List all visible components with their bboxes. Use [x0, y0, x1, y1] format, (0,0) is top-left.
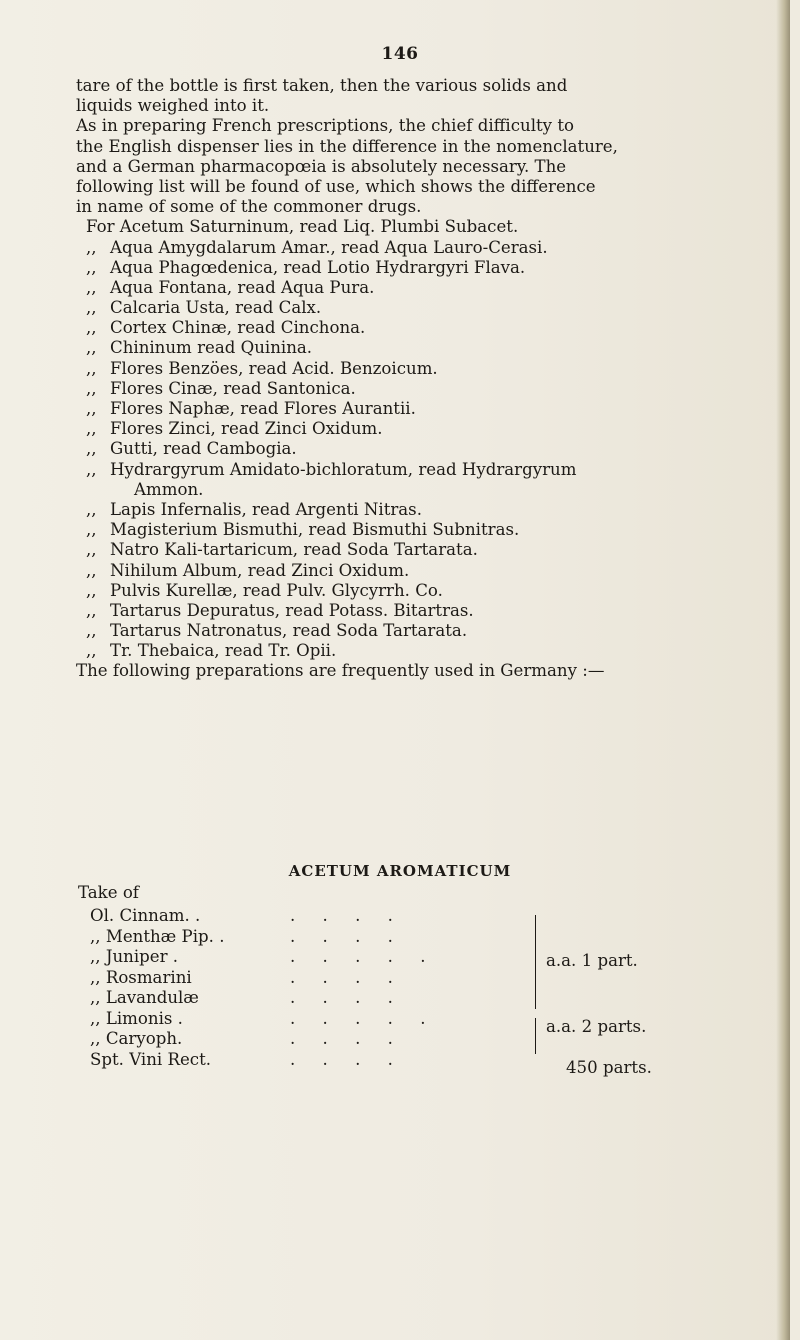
ditto-mark: ,, — [86, 419, 97, 439]
body-text — [76, 76, 756, 682]
ingredient-name: ,, Rosmarini — [90, 967, 192, 987]
ditto-mark: ,, — [86, 439, 97, 459]
drug-list — [76, 238, 756, 480]
list-item-text: Gutti, read Cambogia. — [110, 439, 297, 459]
paragraph-line: As in preparing French prescriptions, the chief difficulty to — [76, 116, 574, 136]
quantity-group-2: a.a. 2 parts. — [546, 1017, 647, 1036]
list-item — [76, 258, 756, 278]
recipe-row — [90, 1009, 520, 1030]
ingredient-name: ,, Juniper . — [90, 947, 179, 966]
ditto-mark: ,, — [86, 298, 97, 318]
recipe-row — [90, 906, 520, 927]
list-item-text: Magisterium Bismuthi, read Bismuthi Subnitras. — [110, 520, 520, 540]
ditto-mark: ,, — [86, 540, 97, 560]
list-item-text: Calcaria Usta, read Calx. — [110, 298, 322, 318]
list-item-text: Tartarus Depuratus, read Potass. Bitartras. — [110, 600, 474, 620]
ingredient-name: Spt. Vini Rect. — [90, 1049, 212, 1069]
list-item — [76, 439, 756, 459]
leader-dots: . . . . — [290, 967, 393, 987]
page-edge-shadow — [776, 0, 790, 1340]
paragraph-line: the English dispenser lies in the difference in the nomenclature, — [76, 136, 618, 156]
leader-dots: . . . . . — [290, 1008, 426, 1028]
ingredient-name: ,, Lavandulæ — [90, 988, 199, 1007]
recipe-ingredients — [90, 906, 520, 1070]
list-item-text: Aqua Amygdalarum Amar., read Aqua Lauro-Cerasi. — [110, 237, 548, 257]
recipe-row — [90, 968, 520, 989]
leader-dots: . . . . — [290, 988, 393, 1007]
ingredient-name: ,, Menthæ Pip. . — [90, 926, 225, 946]
paragraph-line: following list will be found of use, which shows the difference — [76, 176, 596, 196]
list-item — [76, 520, 756, 540]
list-item — [76, 359, 756, 379]
leader-dots: . . . . — [290, 906, 393, 925]
list-item — [76, 561, 756, 581]
ditto-mark: ,, — [86, 499, 97, 519]
list-item-text: Pulvis Kurellæ, read Pulv. Glycyrrh. Co. — [110, 580, 443, 600]
ingredient-name: ,, Limonis . — [90, 1008, 183, 1028]
list-item-text: Nihilum Album, read Zinci Oxidum. — [110, 560, 410, 580]
list-item — [76, 278, 756, 298]
list-item-text: Cortex Chinæ, read Cinchona. — [110, 318, 366, 338]
paragraph-line: in name of some of the commoner drugs. — [76, 197, 422, 217]
list-item-text: Tr. Thebaica, read Tr. Opii. — [110, 641, 337, 661]
list-item-text: Chininum read Quinina. — [110, 338, 313, 358]
take-of-label: Take of — [78, 883, 139, 902]
paragraph-line: and a German pharmacopœia is absolutely necessary. The — [76, 156, 567, 176]
leader-dots: . . . . — [290, 1029, 393, 1048]
ditto-mark: ,, — [86, 621, 97, 641]
ditto-mark: ,, — [86, 277, 97, 297]
ditto-mark: ,, — [86, 378, 97, 398]
ditto-mark: ,, — [86, 560, 97, 580]
brace-group-2 — [531, 1018, 536, 1054]
recipe-title: ACETUM AROMATICUM — [288, 862, 512, 880]
intro-line: tare of the bottle is first taken, then the various solids and — [76, 76, 568, 95]
list-item — [76, 460, 756, 480]
list-item-continuation: Ammon. — [134, 479, 204, 499]
list-item-text: Flores Cinæ, read Santonica. — [110, 378, 356, 398]
list-item-text: Flores Zinci, read Zinci Oxidum. — [110, 419, 383, 439]
ingredient-name: Ol. Cinnam. . — [90, 906, 201, 925]
list-item-text: Aqua Phagœdenica, read Lotio Hydrargyri Flava. — [110, 257, 526, 277]
ingredient-name: ,, Caryoph. — [90, 1029, 183, 1048]
ditto-mark: ,, — [86, 641, 97, 661]
ditto-mark: ,, — [86, 358, 97, 378]
list-item-text: Hydrargyrum Amidato-bichloratum, read Hydrargyrum — [110, 459, 577, 479]
recipe-row — [90, 927, 520, 948]
list-item — [76, 238, 756, 258]
leader-dots: . . . . — [290, 926, 393, 946]
ditto-mark: ,, — [86, 318, 97, 338]
recipe-row — [90, 1050, 520, 1071]
intro-line: liquids weighed into it. — [76, 96, 270, 116]
list-item — [76, 379, 756, 399]
list-item — [76, 318, 756, 338]
list-item-text: Aqua Fontana, read Aqua Pura. — [110, 277, 375, 297]
recipe-row — [90, 947, 520, 968]
list-item — [76, 338, 756, 358]
list-first-item: For Acetum Saturninum, read Liq. Plumbi Subacet. — [86, 217, 519, 237]
page-number: 146 — [381, 44, 419, 64]
quantity-group-1: a.a. 1 part. — [546, 951, 638, 970]
list-item — [76, 540, 756, 560]
list-item-text: Natro Kali-tartaricum, read Soda Tartarata. — [110, 540, 478, 560]
list-item-text: Flores Naphæ, read Flores Aurantii. — [110, 399, 416, 418]
leader-dots: . . . . . — [290, 947, 426, 966]
closing-line: The following preparations are frequently used in Germany :— — [76, 661, 605, 681]
drug-list-continued — [76, 500, 756, 662]
list-item-text: Lapis Infernalis, read Argenti Nitras. — [110, 499, 422, 519]
ditto-mark: ,, — [86, 600, 97, 620]
list-item — [76, 601, 756, 621]
list-item — [76, 581, 756, 601]
ditto-mark: ,, — [86, 399, 97, 418]
ditto-mark: ,, — [86, 237, 97, 257]
quantity-spirit: 450 parts. — [566, 1058, 652, 1077]
brace-group-1 — [531, 915, 536, 1009]
list-item — [76, 641, 756, 661]
leader-dots: . . . . — [290, 1049, 393, 1069]
recipe-row — [90, 1029, 520, 1050]
list-item-text: Tartarus Natronatus, read Soda Tartarata. — [110, 621, 468, 641]
list-item — [76, 621, 756, 641]
recipe-row — [90, 988, 520, 1009]
list-item — [76, 399, 756, 419]
list-item — [76, 298, 756, 318]
ditto-mark: ,, — [86, 338, 97, 358]
ditto-mark: ,, — [86, 520, 97, 540]
ditto-mark: ,, — [86, 257, 97, 277]
list-item-text: Flores Benzöes, read Acid. Benzoicum. — [110, 358, 438, 378]
list-item — [76, 500, 756, 520]
list-item — [76, 419, 756, 439]
ditto-mark: ,, — [86, 580, 97, 600]
ditto-mark: ,, — [86, 459, 97, 479]
